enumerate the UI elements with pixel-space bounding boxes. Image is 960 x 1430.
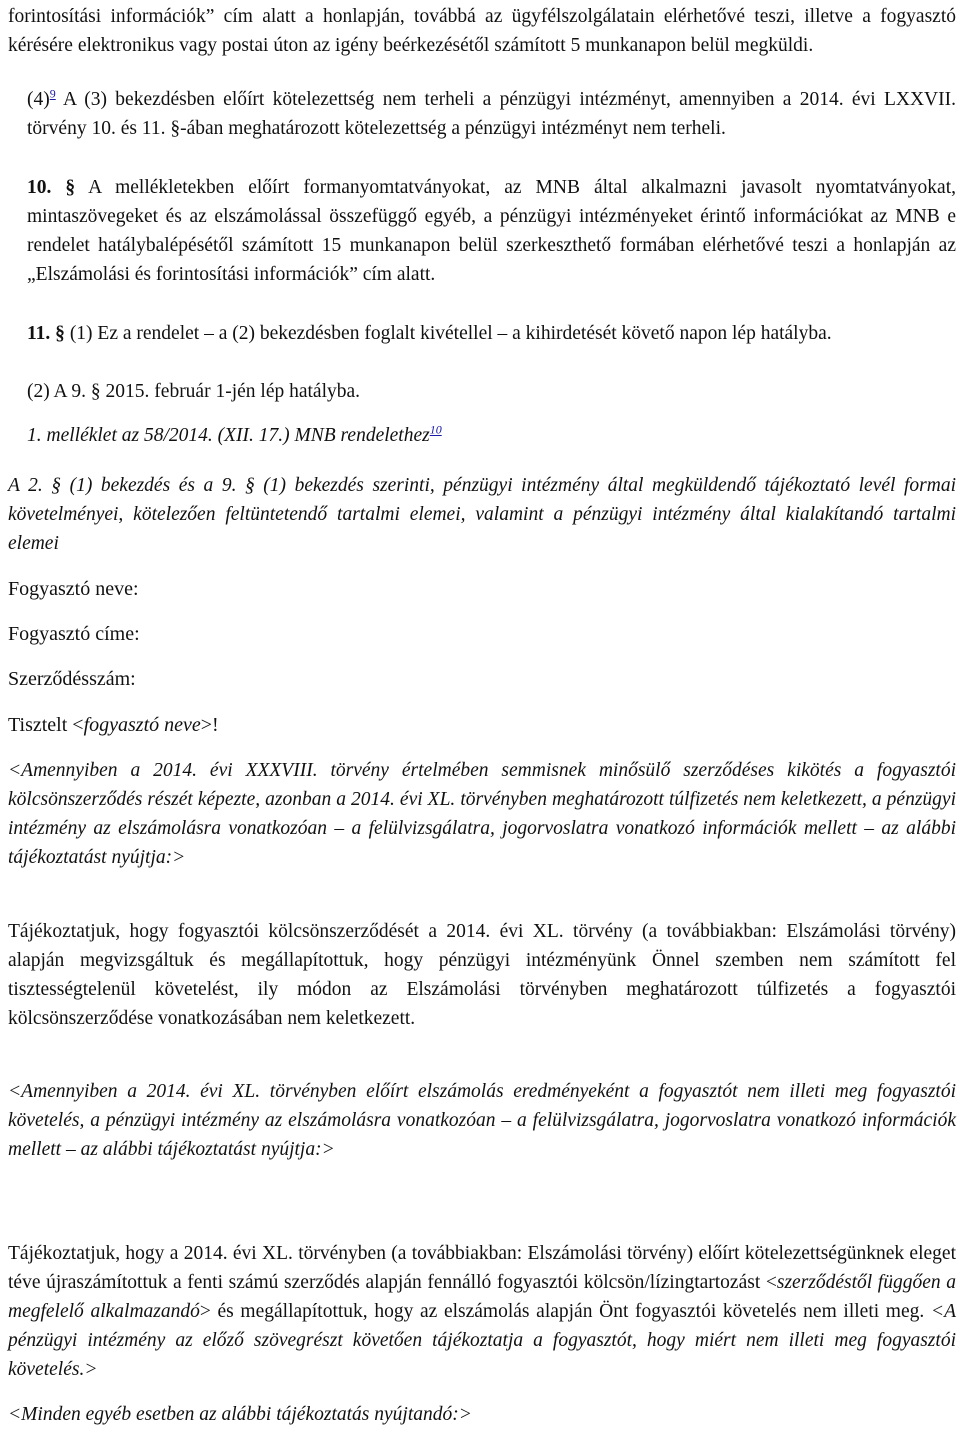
contract-number-field: Szerződésszám: xyxy=(8,668,136,690)
section-10-text: A mellékletekben előírt formanyomtatványokat, az MNB által alkalmazni javasolt nyomtatványokat, mintaszövegeket és az elszámolással összefüggő egyéb, a pénzügyi intézményeket érintő információkat az MNB e rendelet hatálybalépésétől számított 15 munkanapon belül szerkeszthető formában elérhetővé teszi a honlapján az „Elszámolási és forintosítási információk” cím alatt. xyxy=(27,177,956,285)
footnote-10-link[interactable]: 10 xyxy=(429,422,442,437)
salutation-suffix: >! xyxy=(200,714,219,736)
information-2-text-a: Tájékoztatjuk, hogy a 2014. évi XL. törvényben (a továbbiakban: Elszámolási törvény) előírt kötelezettségünknek eleget téve újraszámítottuk a fenti számú szerződés alapján fennálló fogyasztói kölcsön/lízingtartozást < xyxy=(8,1243,956,1293)
condition-1: <Amennyiben a 2014. évi XXXVIII. törvény értelmében semmisnek minősülő szerződéses kikötés a fogyasztói kölcsönszerződés részét képezte, azonban a 2014. évi XL. törvényben meghatározott túlfizetés nem keletkezett, a pénzügyi intézmény az elszámolásra vonatkozóan – a felülvizsgálatra, jogorvoslatra vonatkozó információk mellett – az alábbi tájékoztatást nyújtja:> xyxy=(8,760,956,868)
paragraph-4-text: A (3) bekezdésben előírt kötelezettség nem terheli a pénzügyi intézményt, amennyiben a 2014. évi LXXVII. törvény 10. és 11. §-ában meghatározott kötelezettség a pénzügyi intézményt nem terheli. xyxy=(27,89,956,139)
information-2-text-b: > és megállapítottuk, hogy az elszámolás alapján Önt fogyasztói követelés nem illeti meg. xyxy=(199,1301,931,1322)
information-2-condition: <A pénzügyi intézmény az előző szövegrészt követően tájékoztatja a fogyasztót, hogy miért nem illeti meg fogyasztói követelés.> xyxy=(8,1301,956,1380)
section-11-text: (1) Ez a rendelet – a (2) bekezdésben foglalt kivétellel – a kihirdetését követő napon lép hatályba. xyxy=(64,323,832,344)
paragraph-4 xyxy=(8,85,956,143)
paragraph-1: forintosítási információk” cím alatt a honlapján, továbbá az ügyfélszolgálatain elérhetővé teszi, illetve a fogyasztó kérésére elektronikus vagy postai úton az igény beérkezésétől számított 5 munkanapon belül megküldi. xyxy=(8,6,956,56)
information-2 xyxy=(8,1239,956,1384)
information-1: Tájékoztatjuk, hogy fogyasztói kölcsönszerződését a 2014. évi XL. törvény (a továbbiakban: Elszámolási törvény) alapján megvizsgáltuk és megállapítottuk, hogy pénzügyi intézményünk Önnel szemben nem számított fel tisztességtelenül követelést, ily módon az Elszámolási törvényben meghatározott túlfizetés a fogyasztói kölcsönszerződése vonatkozásában nem keletkezett. xyxy=(8,921,956,1029)
salutation-prefix: Tisztelt < xyxy=(8,714,84,736)
salutation-variable: fogyasztó neve xyxy=(83,714,201,736)
section-11 xyxy=(8,319,956,348)
information-2-variable: szerződéstől függően a megfelelő alkalmazandó xyxy=(8,1272,956,1322)
salutation xyxy=(8,711,219,740)
section-10-number: 10. § xyxy=(27,177,76,198)
condition-3: <Minden egyéb esetben az alábbi tájékoztatás nyújtandó:> xyxy=(8,1404,472,1425)
footnote-9-link[interactable]: 9 xyxy=(49,86,56,101)
annex-title-text: 1. melléklet az 58/2014. (XII. 17.) MNB rendelethez xyxy=(27,425,430,446)
consumer-name-field: Fogyasztó neve: xyxy=(8,578,139,600)
section-10 xyxy=(8,173,956,289)
condition-2: <Amennyiben a 2014. évi XL. törvényben előírt elszámolás eredményeként a fogyasztót nem illeti meg fogyasztói követelés, a pénzügyi intézmény az elszámolásra vonatkozóan – a felülvizsgálatra, jogorvoslatra vonatkozó információk mellett – az alábbi tájékoztatást nyújtja:> xyxy=(8,1081,956,1160)
paragraph-4-number: (4) xyxy=(27,89,50,110)
section-11-number: 11. § xyxy=(27,323,65,344)
section-11-paragraph-2: (2) A 9. § 2015. február 1-jén lép hatályba. xyxy=(27,381,361,402)
consumer-address-field: Fogyasztó címe: xyxy=(8,623,140,645)
annex-description: A 2. § (1) bekezdés és a 9. § (1) bekezdés szerinti, pénzügyi intézmény által megküldendő tájékoztató levél formai követelményei, kötelezően feltüntetendő tartalmi elemei, valamint a pénzügyi intézmény által kialakítandó tartalmi elemei xyxy=(8,475,956,554)
annex-title xyxy=(8,421,956,450)
